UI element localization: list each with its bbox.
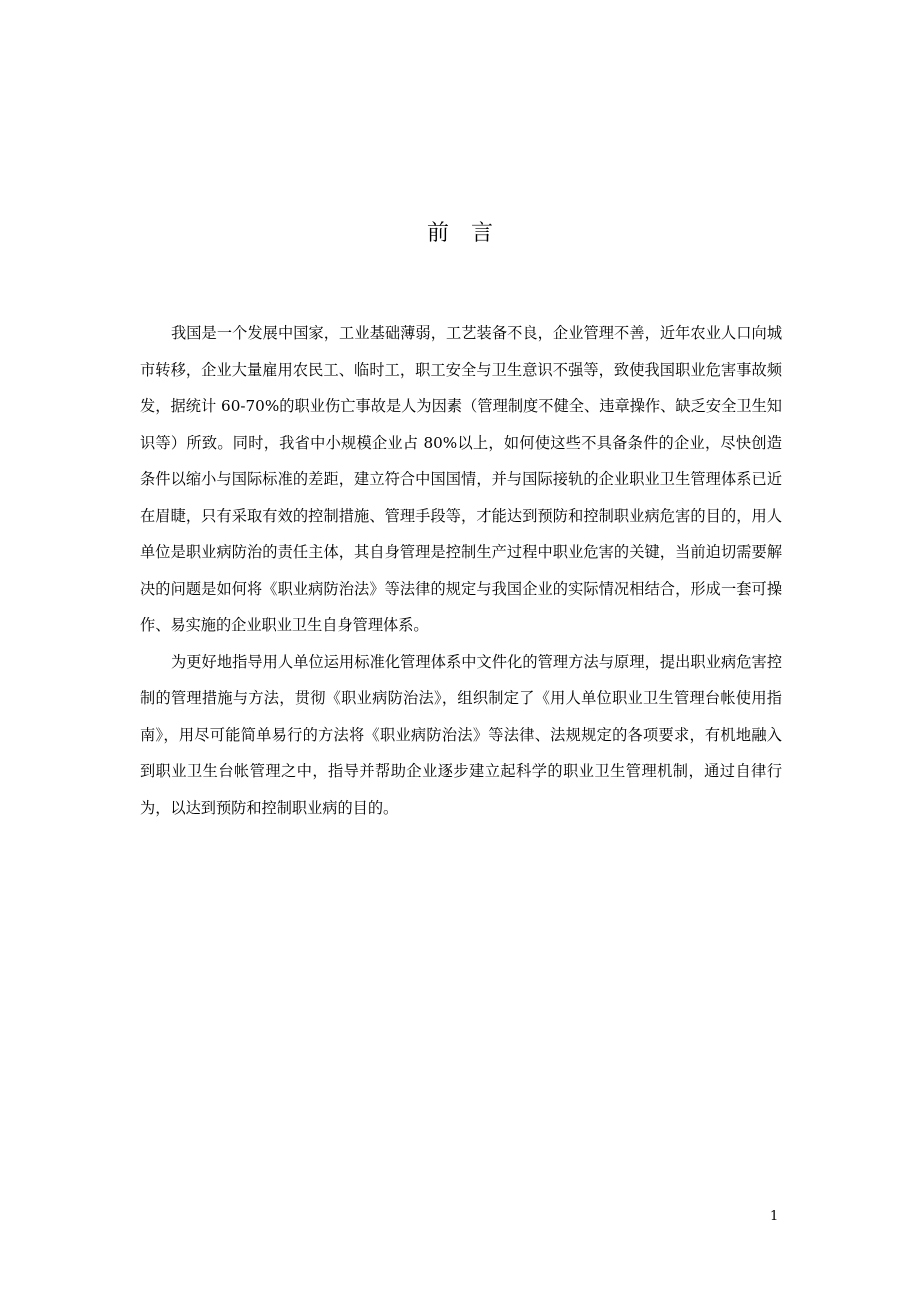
body-text [140,315,782,826]
paragraph-2: 为更好地指导用人单位运用标准化管理体系中文件化的管理方法与原理，提出职业病危害控制的管理措施与方法，贯彻《职业病防治法》，组织制定了《用人单位职业卫生管理台帐使用指南》，用尽可能简单易行的方法将《职业病防治法》等法律、法规规定的各项要求，有机地融入到职业卫生台帐管理之中，指导并帮助企业逐步建立起科学的职业卫生管理机制，通过自律行为，以达到预防和控制职业病的目的。 [140,652,782,817]
page-number: 1 [770,1209,779,1224]
page-title: 前言 [426,221,515,246]
paragraph-1: 我国是一个发展中国家，工业基础薄弱，工艺装备不良，企业管理不善，近年农业人口向城市转移，企业大量雇用农民工、临时工，职工安全与卫生意识不强等，致使我国职业危害事故频发，据统计 60-70%的职业伤亡事故是人为因素（管理制度不健全、违章操作、缺乏安全卫生知识等）所致。同时，我省中小规模企业占 80%以上，如何使这些不具备条件的企业，尽快创造条件以缩小与国际标准的差距，建立符合中国国情，并与国际接轨的企业职业卫生管理体系已近在眉睫，只有采取有效的控制措施、管理手段等，才能达到预防和控制职业病危害的目的，用人单位是职业病防治的责任主体，其自身管理是控制生产过程中职业危害的关键，当前迫切需要解决的问题是如何将《职业病防治法》等法律的规定与我国企业的实际情况相结合，形成一套可操作、易实施的企业职业卫生自身管理体系。 [140,324,782,634]
